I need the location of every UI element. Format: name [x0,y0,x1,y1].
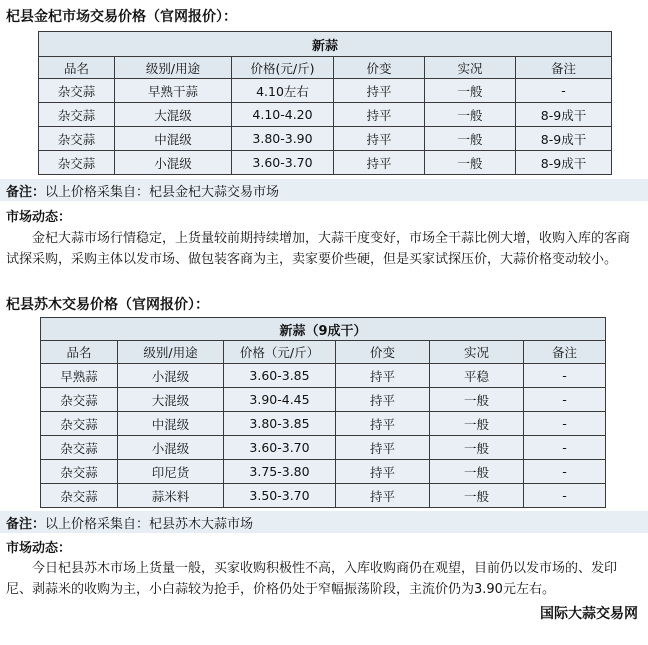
table-cell: 8-9成干 [516,127,612,151]
table-row [41,412,606,436]
table-cell: 杂交蒜 [41,436,118,460]
table-row [41,484,606,508]
table-cell: 8-9成干 [516,103,612,127]
table-cell: 8-9成干 [516,151,612,175]
section2-header-row [41,341,606,364]
col-header: 级别/用途 [115,57,232,79]
table-cell: 杂交蒜 [41,460,118,484]
table-cell: 3.90-4.45 [224,388,336,412]
table-cell: - [516,79,612,103]
table-row [41,388,606,412]
table-cell: 持平 [334,103,425,127]
table-cell: 一般 [425,127,516,151]
table-cell: 一般 [430,388,524,412]
section1-note [6,181,279,200]
section2-note [6,513,253,532]
col-header: 价格(元/斤) [232,57,334,79]
table-cell: 持平 [336,412,430,436]
table-cell: 持平 [334,127,425,151]
section2-title: 杞县苏木交易价格（官网报价）： [6,297,209,313]
note-label: 备注： [6,517,46,532]
section2-price-table [40,317,606,508]
table-cell: 蒜米料 [118,484,224,508]
section1-title: 杞县金杞市场交易价格（官网报价）： [6,9,237,25]
table-cell: - [524,364,606,388]
table-row [39,79,612,103]
table-cell: 一般 [430,460,524,484]
table-row [39,103,612,127]
table-cell: 杂交蒜 [41,388,118,412]
col-header: 品名 [41,341,118,364]
table-cell: - [524,484,606,508]
table-row [39,151,612,175]
table-cell: 3.60-3.85 [224,364,336,388]
footer-brand: 国际大蒜交易网 [540,606,638,622]
table-cell: 杂交蒜 [39,127,115,151]
table-row [41,460,606,484]
table-cell: - [524,460,606,484]
table-cell: 中混级 [118,412,224,436]
section2-dynamics-text: 今日杞县苏木市场上货量一般，买家收购积极性不高，入库收购商仍在观望，目前仍以发市场的、发印尼、剥蒜米的收购为主，小白蒜较为抢手，价格仍处于窄幅振荡阶段，主流价仍为3.90元左右。 [6,561,618,597]
section1-dynamics-title: 市场动态： [6,210,72,225]
col-header: 品名 [39,57,115,79]
table-row [39,127,612,151]
table-cell: 持平 [336,388,430,412]
table-cell: 平稳 [430,364,524,388]
table-cell: 4.10左右 [232,79,334,103]
table-cell: 一般 [430,436,524,460]
section2-dynamics-title: 市场动态： [6,541,72,556]
table-cell: 大混级 [118,388,224,412]
table-cell: 小混级 [115,151,232,175]
table-cell: 持平 [336,484,430,508]
note-text: 以上价格采集自：杞县苏木大蒜市场 [45,517,254,532]
table-cell: 3.50-3.70 [224,484,336,508]
col-header: 价变 [336,341,430,364]
section2-table-caption: 新蒜（9成干） [41,318,606,341]
section1-table-caption: 新蒜 [39,32,612,57]
table-row [41,364,606,388]
table-cell: 持平 [334,151,425,175]
table-cell: 3.75-3.80 [224,460,336,484]
table-cell: 杂交蒜 [39,103,115,127]
table-cell: 一般 [425,103,516,127]
note-label: 备注： [6,185,46,200]
table-cell: 持平 [336,364,430,388]
note-text: 以上价格采集自：杞县金杞大蒜交易市场 [45,185,280,200]
table-cell: 持平 [334,79,425,103]
table-cell: 持平 [336,460,430,484]
table-cell: 持平 [336,436,430,460]
table-cell: 早熟干蒜 [115,79,232,103]
table-cell: 3.80-3.85 [224,412,336,436]
table-cell: 杂交蒜 [39,151,115,175]
table-cell: 小混级 [118,436,224,460]
table-cell: 杂交蒜 [41,412,118,436]
table-cell: 4.10-4.20 [232,103,334,127]
col-header: 实况 [425,57,516,79]
table-cell: - [524,412,606,436]
col-header: 价变 [334,57,425,79]
col-header: 备注 [516,57,612,79]
table-cell: 一般 [425,79,516,103]
table-cell: 一般 [425,151,516,175]
table-cell: 大混级 [115,103,232,127]
table-cell: 杂交蒜 [41,484,118,508]
table-cell: 杂交蒜 [39,79,115,103]
table-cell: 3.80-3.90 [232,127,334,151]
table-cell: 小混级 [118,364,224,388]
table-cell: 一般 [430,412,524,436]
table-cell: 3.60-3.70 [232,151,334,175]
section1-price-table [38,31,612,175]
table-cell: - [524,436,606,460]
table-cell: 一般 [430,484,524,508]
table-cell: - [524,388,606,412]
table-cell: 3.60-3.70 [224,436,336,460]
table-row [41,436,606,460]
col-header: 备注 [524,341,606,364]
section1-dynamics-text: 金杞大蒜市场行情稳定，上货量较前期持续增加，大蒜干度变好，市场全干蒜比例大增，收购入库的客商试探采购，采购主体以发市场、做包装客商为主，卖家要价些硬，但是买家试探压价，大蒜价格变动较小。 [6,231,631,267]
col-header: 价格（元/斤） [224,341,336,364]
table-cell: 印尼货 [118,460,224,484]
section1-header-row [39,57,612,79]
col-header: 级别/用途 [118,341,224,364]
table-cell: 早熟蒜 [41,364,118,388]
col-header: 实况 [430,341,524,364]
table-cell: 中混级 [115,127,232,151]
